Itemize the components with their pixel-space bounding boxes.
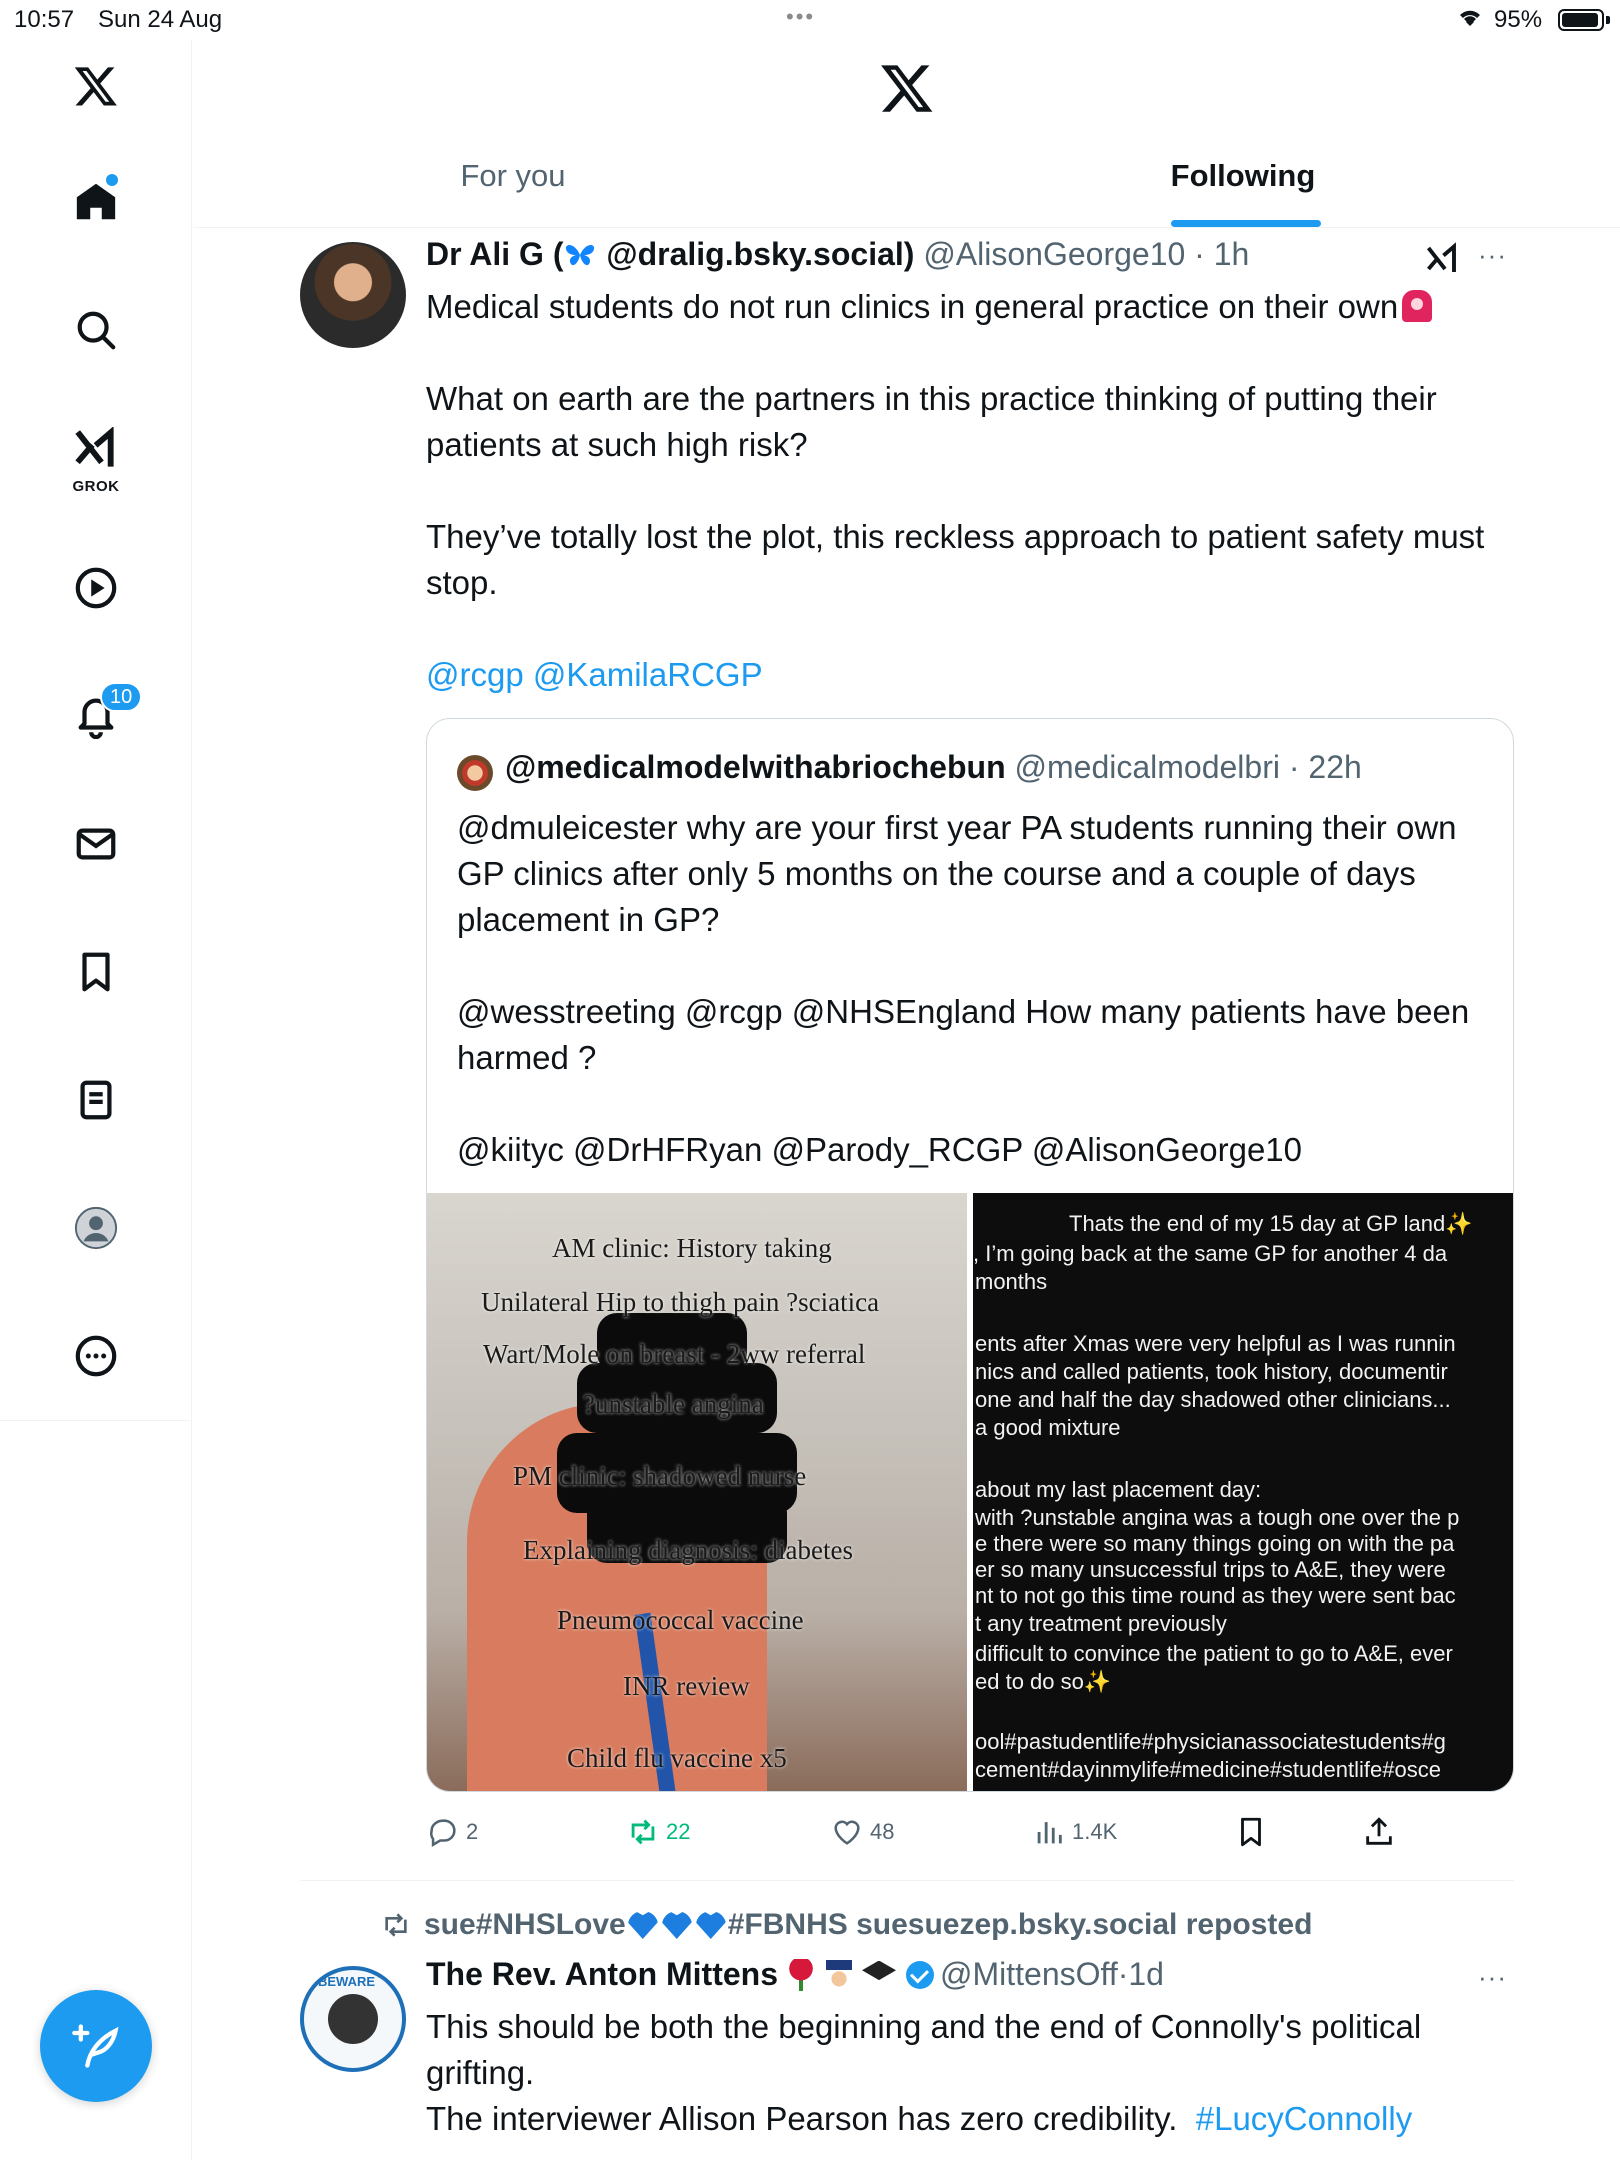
reply-button[interactable]	[426, 1812, 478, 1852]
share-icon	[1362, 1815, 1396, 1849]
status-bar	[0, 0, 1620, 40]
play-icon	[73, 565, 119, 611]
blue-heart-emoji-icon	[662, 1911, 692, 1939]
mention-links[interactable]: @rcgp @KamilaRCGP	[426, 656, 763, 693]
view-count: 1.4K	[1072, 1819, 1118, 1844]
verified-badge-icon	[906, 1961, 934, 1989]
police-officer-emoji-icon	[824, 1959, 854, 1991]
grok-label: GROK	[72, 478, 120, 495]
avatar[interactable]	[300, 242, 406, 348]
battery-percent: 95%	[1494, 6, 1543, 33]
repost-button[interactable]	[626, 1812, 690, 1852]
sidebar-item-explore[interactable]	[60, 294, 132, 366]
wifi-icon	[1456, 6, 1484, 35]
more-options-icon[interactable]: ···	[1478, 1962, 1507, 1992]
reply-icon	[426, 1815, 460, 1849]
status-time: 10:57	[14, 6, 75, 33]
bookmark-icon	[1234, 1815, 1268, 1849]
repost-count: 22	[666, 1819, 691, 1844]
x-logo-icon[interactable]	[879, 60, 935, 116]
tweet-time[interactable]: 1d	[1128, 1956, 1164, 1992]
avatar[interactable]: BEWARE	[300, 1966, 406, 2072]
blue-heart-emoji-icon	[696, 1911, 726, 1939]
tab-for-you[interactable]: For you	[460, 158, 566, 193]
sidebar-item-grok[interactable]	[60, 422, 132, 494]
heart-icon	[830, 1815, 864, 1849]
more-circle-icon	[73, 1333, 119, 1379]
blue-heart-emoji-icon	[628, 1911, 658, 1939]
media-image-right[interactable]: Thats the end of my 15 day at GP land✨ , I’m going back at the same GP for another 4 da months ents after Xmas were very helpful as I was runnin nics and called patients, took history, documentir one and half the day shadowed other clinicians... a good mixture about my last placement day: with ?unstable angina was a tough one over the p e there were so many things going on with the pa er so many unsuccessful trips to A&E, they were nt to not go this time round as they were sent bac t any treatment previously difficult to convince the patient to go to A&E, ever ed to do so✨ ool#pastudentlife#physicianassociatestudents#g cement#dayinmylife#medicine#studentlife#osce	[973, 1193, 1514, 1792]
siren-emoji-icon	[1402, 290, 1432, 322]
quoted-tweet[interactable]	[426, 718, 1514, 1792]
tweet-divider	[300, 1880, 1514, 1881]
media-image-left[interactable]: AM clinic: History taking Unilateral Hip to thigh pain ?sciatica Wart/Mole on breast - 2ww referral ?unstable angina PM clinic: shadowed nurse Explaining diagnosis: diabetes Pneumococcal vaccine INR review Child flu vaccine x5	[427, 1193, 967, 1792]
quoted-tweet-header: @medicalmodelwithabriochebun @medicalmodelbri · 22h	[505, 749, 1362, 785]
butterfly-icon	[563, 241, 597, 269]
avatar[interactable]	[457, 755, 493, 791]
author-handle[interactable]: @medicalmodelbri	[1014, 749, 1280, 785]
author-name[interactable]: The Rev. Anton Mittens	[426, 1956, 778, 1992]
author-handle[interactable]: @MittensOff	[940, 1956, 1118, 1992]
active-tab-indicator	[1171, 220, 1321, 227]
tweet-header: The Rev. Anton Mittens @MittensOff · 1d	[426, 1956, 1164, 1992]
multitasking-dots[interactable]: •••	[786, 4, 816, 29]
tweet-header: Dr Ali G ( @dralig.bsky.social) @AlisonGeorge10 · 1h	[426, 236, 1250, 272]
bookmark-button[interactable]	[1234, 1812, 1274, 1852]
profile-avatar-icon	[73, 1205, 119, 1251]
repost-icon	[626, 1815, 660, 1849]
status-date: Sun 24 Aug	[98, 6, 223, 33]
grok-icon[interactable]	[1424, 242, 1460, 278]
more-options-icon[interactable]: ···	[1478, 240, 1507, 270]
bookmark-icon	[73, 949, 119, 995]
like-button[interactable]	[830, 1812, 894, 1852]
tweet-time[interactable]: 1h	[1213, 236, 1250, 272]
author-handle[interactable]: @AlisonGeorge10	[923, 236, 1186, 272]
battery-icon	[1558, 9, 1604, 31]
tab-following[interactable]: Following	[1170, 158, 1316, 193]
x-logo-icon[interactable]	[60, 50, 132, 122]
search-icon	[73, 307, 119, 353]
sidebar-item-notifications[interactable]	[60, 680, 132, 752]
notification-badge: 10	[100, 682, 142, 712]
sidebar-item-home[interactable]	[60, 166, 132, 238]
quoted-tweet-text: @dmuleicester why are your first year PA students running their own GP clinics after only 5 months on the course and a couple of days placement in GP? @wesstreeting @rcgp @NHSEngland How many patients have been harmed ? @kiityc @DrHFRyan @Parody_RCGP @AlisonGeorge10	[457, 809, 1479, 1168]
compose-post-button[interactable]	[40, 1990, 152, 2102]
tweet-time[interactable]: 22h	[1308, 749, 1362, 785]
list-icon	[73, 1077, 119, 1123]
rose-emoji-icon	[788, 1959, 814, 1991]
like-count: 48	[870, 1819, 895, 1844]
feather-plus-icon	[70, 2020, 122, 2072]
home-unread-dot	[106, 174, 118, 186]
share-button[interactable]	[1362, 1812, 1402, 1852]
timeline-header	[193, 40, 1620, 228]
mail-icon	[73, 821, 119, 867]
views-chart-icon	[1032, 1815, 1066, 1849]
tweet-text: Medical students do not run clinics in general practice on their own What on earth are the partners in this practice thinking of putting their patients at such high risk? They’ve totally lost the plot, this reckless approach to patient safety must stop. @rcgp @KamilaRCGP	[426, 288, 1494, 693]
hashtag-link[interactable]: #LucyConnolly	[1195, 2100, 1413, 2137]
sidebar-item-messages[interactable]	[60, 808, 132, 880]
sidebar-item-more[interactable]	[60, 1320, 132, 1392]
sidebar-item-profile[interactable]	[60, 1192, 132, 1264]
sidebar-item-lists[interactable]	[60, 1064, 132, 1136]
tweet-text: This should be both the beginning and the end of Connolly's political grifting. The interviewer Allison Pearson has zero credibility. #LucyConnolly	[426, 2008, 1431, 2137]
grok-icon	[74, 427, 118, 471]
views-button[interactable]	[1032, 1812, 1117, 1852]
graduation-cap-emoji-icon	[862, 1961, 896, 1989]
sidebar-item-video[interactable]	[60, 552, 132, 624]
author-name[interactable]: @medicalmodelwithabriochebun	[505, 749, 1006, 785]
sidebar-nav	[0, 40, 192, 1420]
author-name[interactable]: Dr Ali G ( @dralig.bsky.social)	[426, 236, 915, 272]
reposted-by[interactable]: sue#NHSLove #FBNHS suesuezep.bsky.social reposted	[380, 1908, 1312, 1942]
sidebar-item-bookmarks[interactable]	[60, 936, 132, 1008]
repost-icon	[380, 1909, 412, 1941]
reply-count: 2	[466, 1819, 479, 1844]
